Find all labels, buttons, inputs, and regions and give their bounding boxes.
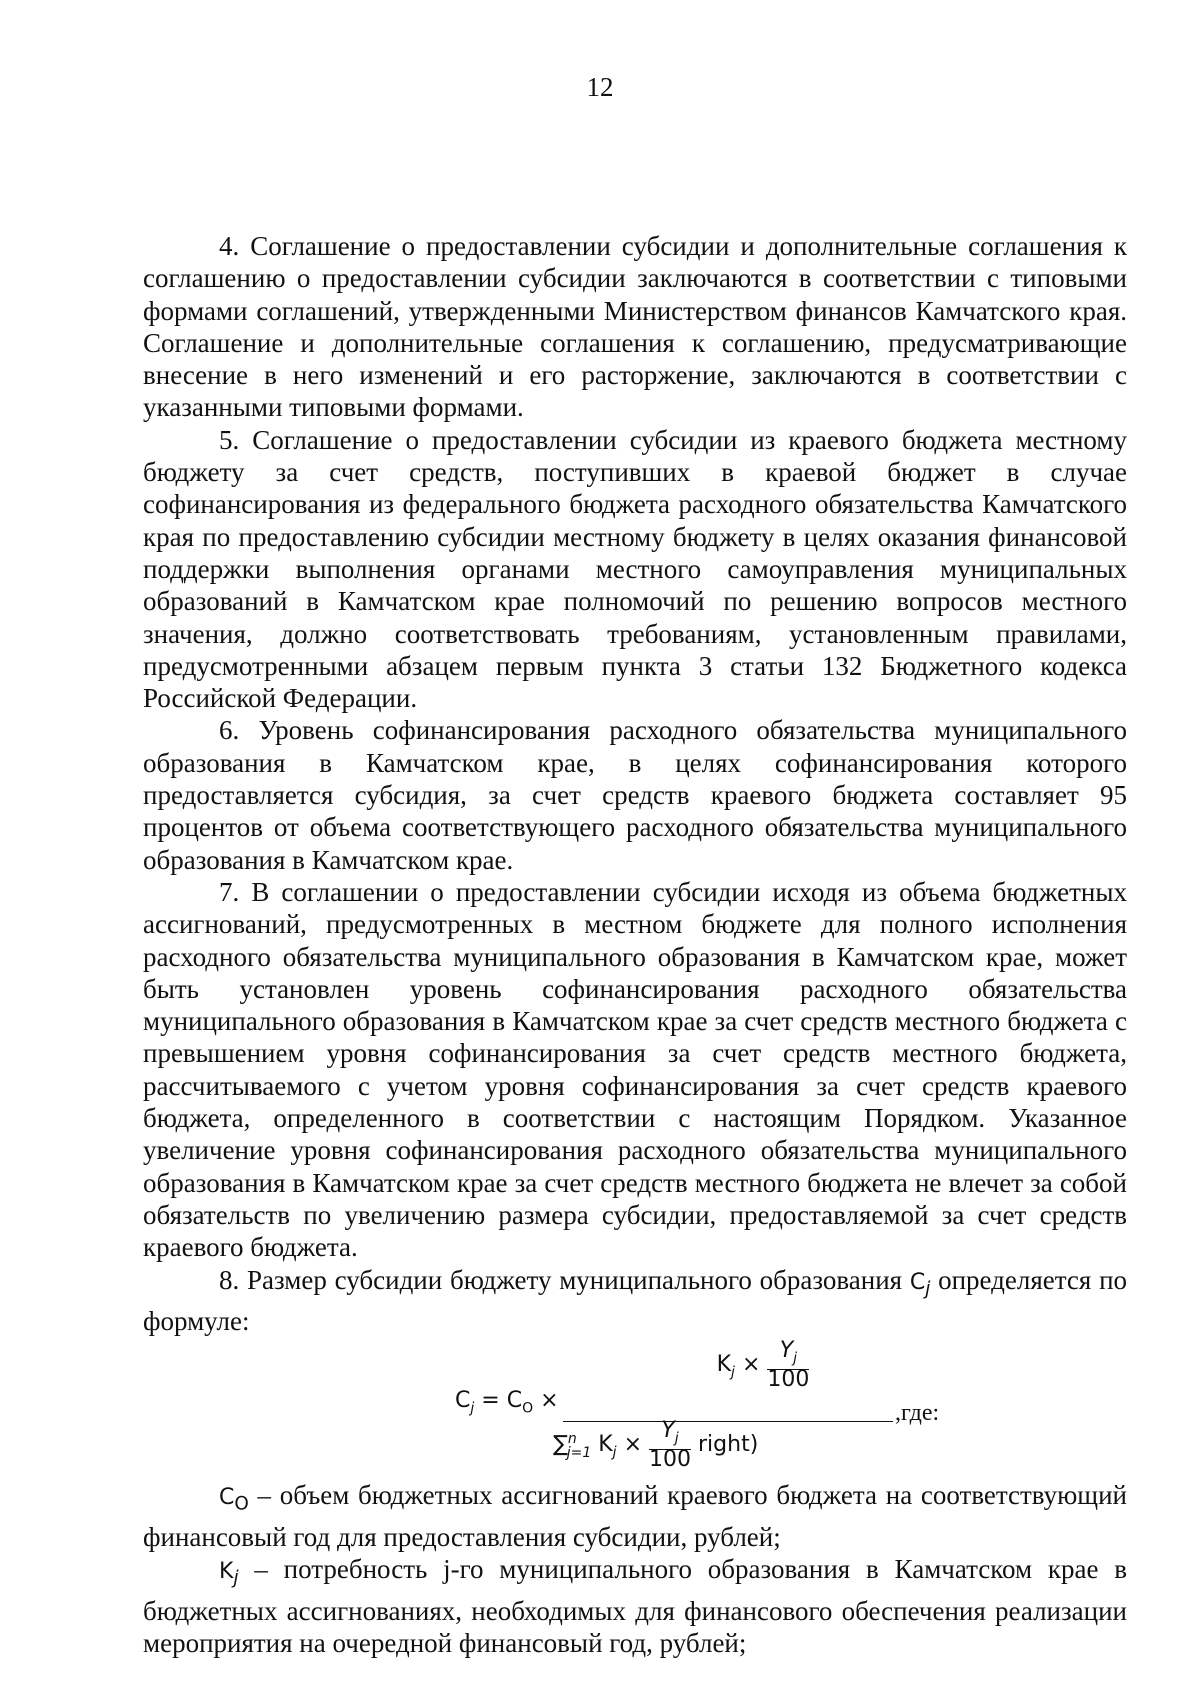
formula-tail: ,где: (895, 1400, 940, 1427)
paragraph-5: 5. Соглашение о предоставлении субсидии из краевого бюджета местному бюджету за счет средств, поступивших в краевой бюджет в случае софинансирования из федерального бюджета расходного обязательства Камчатского края по предоставлению субсидии местному бюджету в целях оказания финансовой поддержки выполнения органами местного самоуправления муниципальных образований в Камчатском крае полномочий по решению вопросов местного значения, должно соответствовать требованиям, установленным правилами, предусмотренными абзацем первым пункта 3 статьи 132 Бюджетного кодекса Российской Федерации. (143, 424, 1127, 714)
formula-lhs: $C_j = C_O$ × (455, 1388, 559, 1417)
formula-numerator: $K_j$ × $\frac{Y_j}{100}$ (716, 1338, 810, 1392)
subsidy-symbol: $C_j$ (909, 1269, 931, 1299)
definition-c0 (143, 1479, 1127, 1553)
paragraph-6: 6. Уровень софинансирования расходного обязательства муниципального образования в Камчатском крае, в целях софинансирования которого предоставляется субсидия, за счет средств краевого бюджета составляет 95 процентов от объема соответствующего расходного обязательства муниципального образования в Камчатском крае. (143, 715, 1127, 875)
formula-denominator: ∑$^n_{j=1}$ $K_j$ × $\frac{Y_j}{100}$ right) (553, 1418, 759, 1472)
paragraph-8-before: 8. Размер субсидии бюджету муниципального образования (219, 1264, 903, 1295)
paragraph-8-after: определяется по формуле: (143, 1264, 1128, 1337)
paragraph-7: 7. В соглашении о предоставлении субсидии исходя из объема бюджетных ассигнований, предусмотренных в местном бюджете для полного исполнения расходного обязательства муниципального образования в Камчатском крае, может быть установлен уровень софинансирования расходного обязательства муниципального образования в Камчатском крае за счет средств местного бюджета с превышением уровня софинансирования за счет средств местного бюджета, рассчитываемого с учетом уровня софинансирования за счет средств краевого бюджета, определенного в соответствии с настоящим Порядком. Указанное увеличение уровня софинансирования расходного обязательства муниципального образования в Камчатском крае за счет средств местного бюджета не влечет за собой обязательств по увеличению размера субсидии, предоставляемой за счет средств краевого бюджета. (143, 876, 1127, 1263)
definition-kj (143, 1553, 1127, 1659)
subsidy-formula (143, 1338, 1127, 1479)
document-body (143, 230, 1127, 1660)
page-number: 12 (586, 72, 614, 102)
paragraph-8 (143, 1264, 1127, 1338)
c0-symbol: $C_O$ (219, 1485, 249, 1515)
definition-c0-text: – объем бюджетных ассигнований краевого бюджета на соответствующий финансовый год для предоставления субсидии, рублей; (143, 1480, 1127, 1553)
definition-kj-text: – потребность j-го муниципального образования в Камчатском крае в бюджетных ассигнованиях, необходимых для финансового обеспечения реализации мероприятия на очередной финансовый год, рублей; (143, 1554, 1128, 1659)
paragraph-4: 4. Соглашение о предоставлении субсидии и дополнительные соглашения к соглашению о предоставлении субсидии заключаются в соответствии с типовыми формами соглашений, утвержденными Министерством финансов Камчатского края. Соглашение и дополнительные соглашения к соглашению, предусматривающие внесение в него изменений и его расторжение, заключаются в соответствии с указанными типовыми формами. (143, 231, 1127, 423)
kj-symbol: $K_j$ (219, 1559, 239, 1589)
